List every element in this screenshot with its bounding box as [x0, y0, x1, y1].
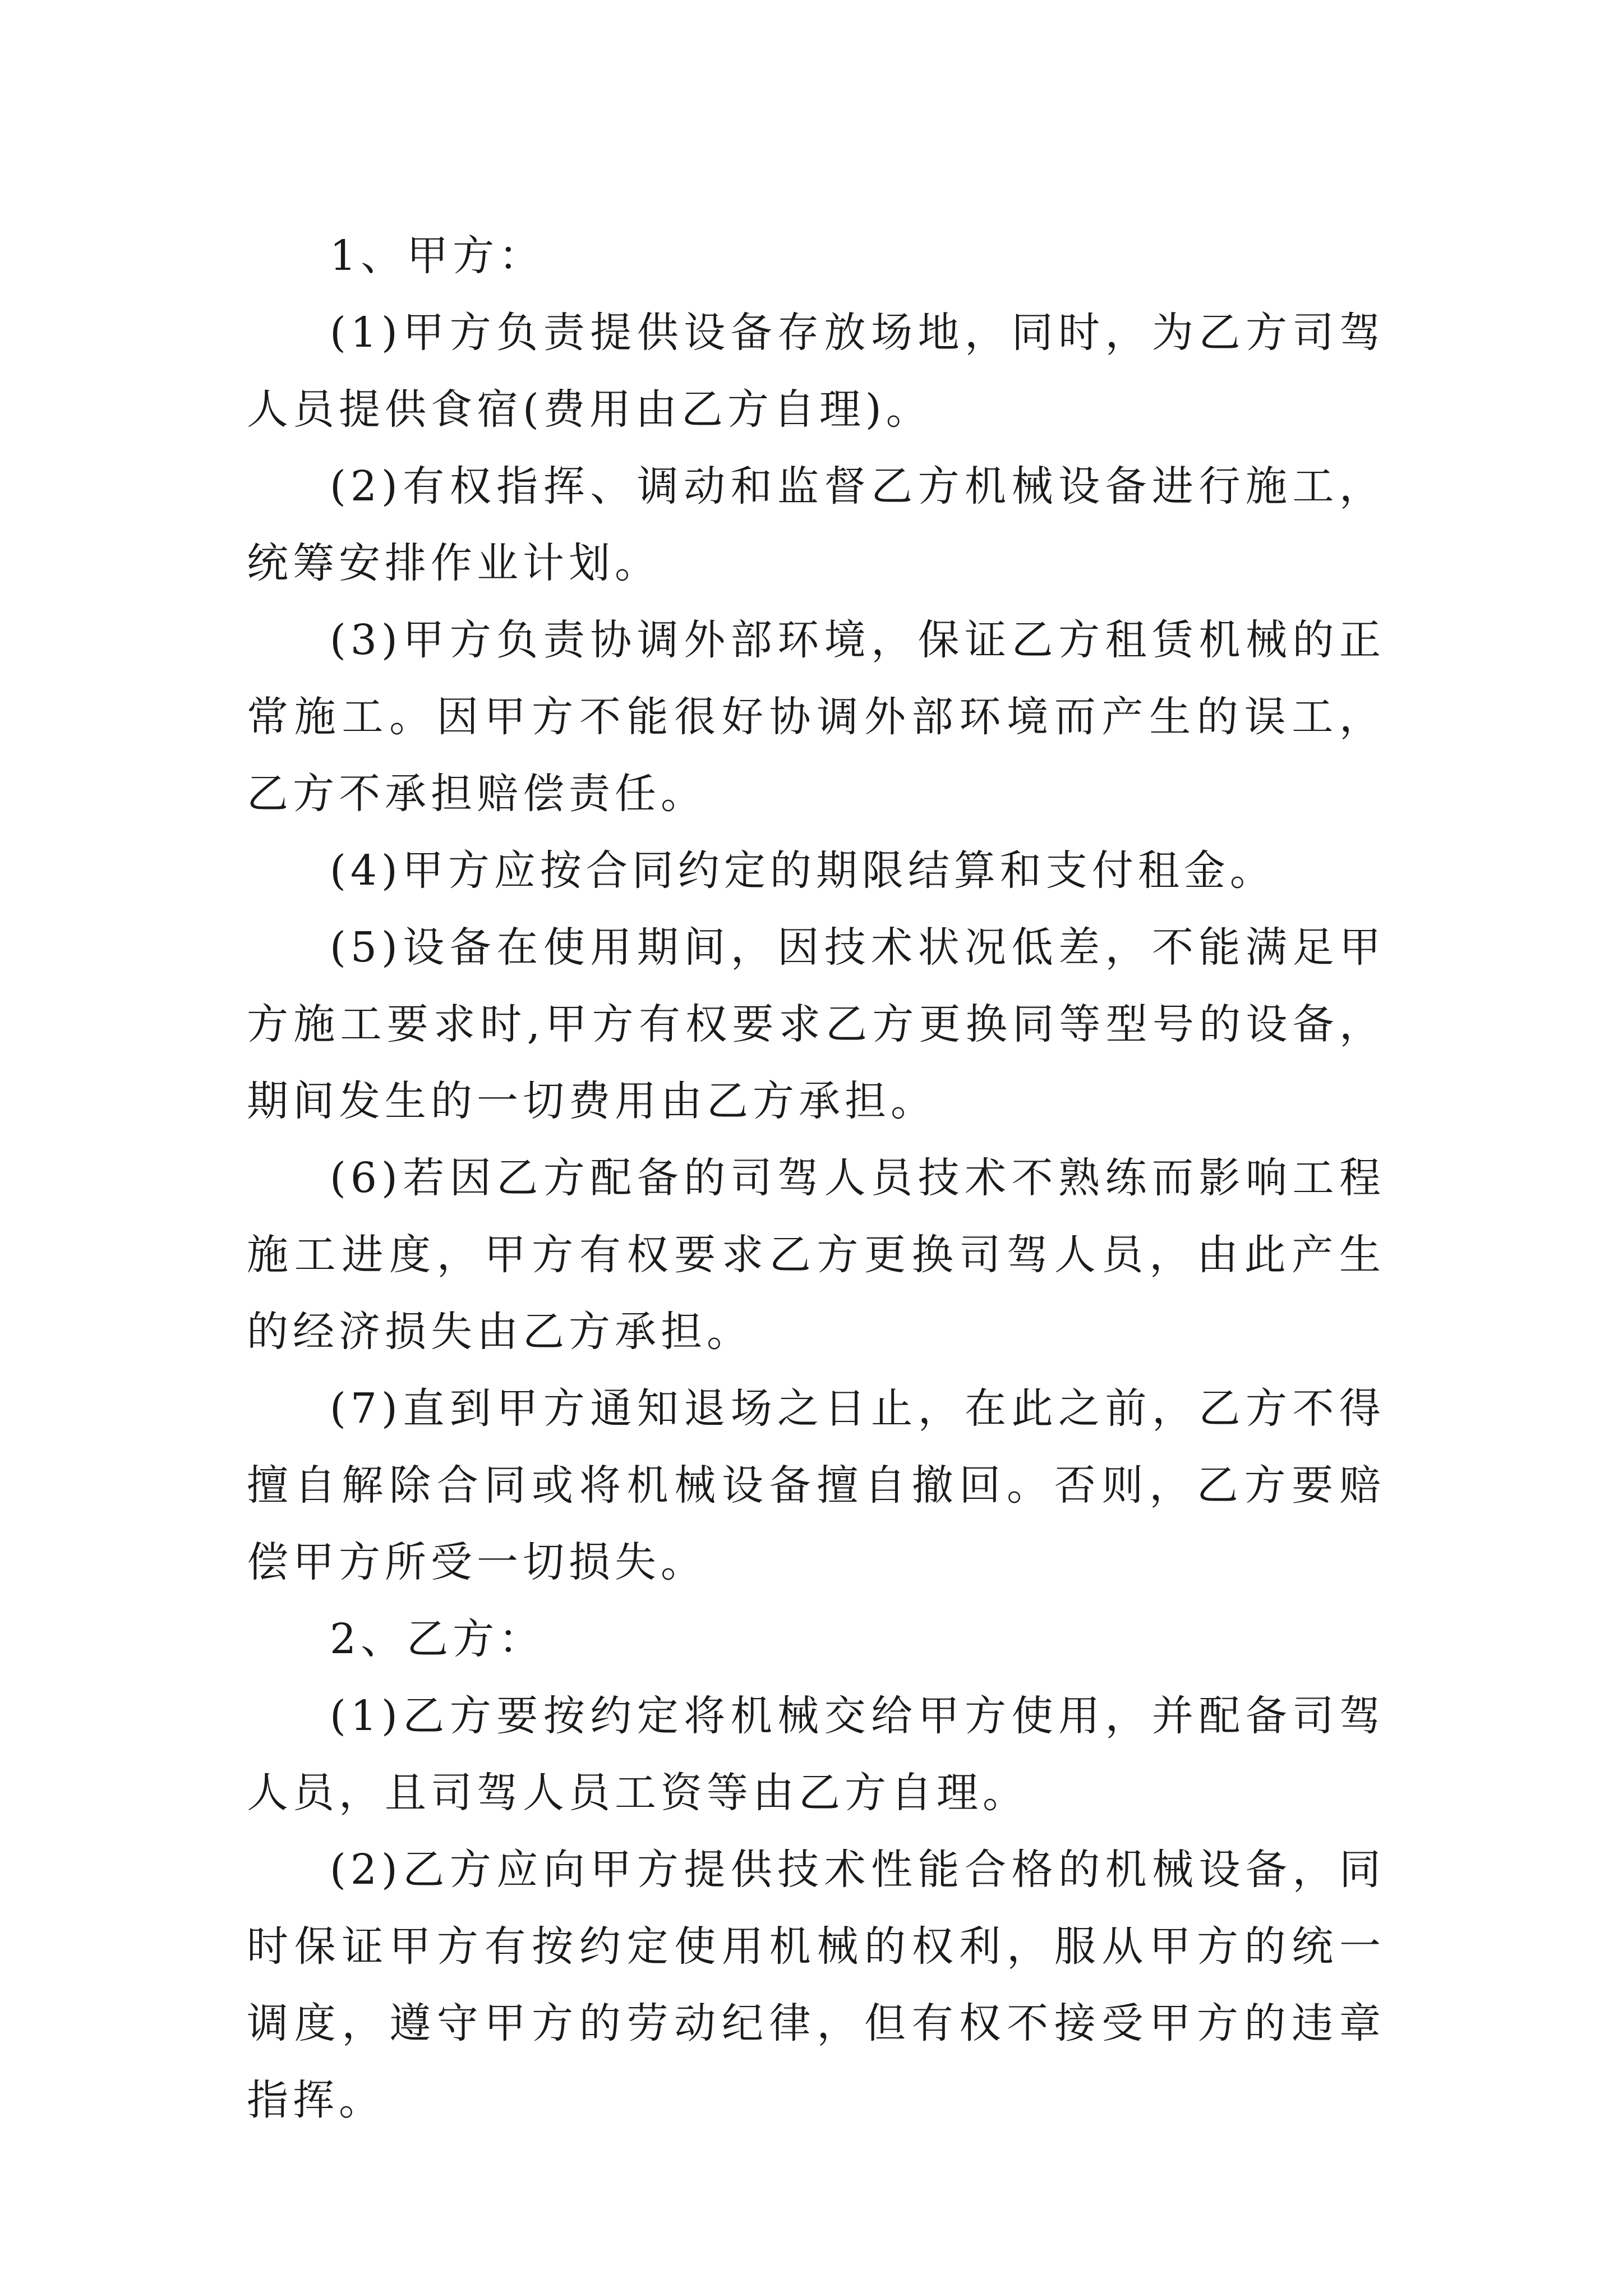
clause-a-4: (4)甲方应按合同约定的期限结算和支付租金。: [330, 846, 1276, 895]
clause-a-7: (7)直到甲方通知退场之日止，在此之前，乙方不得擅自解除合同或将机械设备擅自撤回。否则，乙方要赔偿甲方所受一切损失。: [247, 1384, 1385, 1586]
clause-b-2: (2)乙方应向甲方提供技术性能合格的机械设备，同时保证甲方有按约定使用机械的权利，服从甲方的统一调度，遵守甲方的劳动纪律，但有权不接受甲方的违章指挥。: [247, 1846, 1385, 2124]
clause-a-5: (5)设备在使用期间，因技术状况低差，不能满足甲方施工要求时,甲方有权要求乙方更换同等型号的设备，期间发生的一切费用由乙方承担。: [247, 923, 1385, 1125]
section-heading-party-b: 2、乙方：: [330, 1615, 545, 1663]
clause-a-1: (1)甲方负责提供设备存放场地，同时，为乙方司驾人员提供食宿(费用由乙方自理)。: [247, 309, 1385, 434]
clause-a-2: (2)有权指挥、调动和监督乙方机械设备进行施工，统筹安排作业计划。: [247, 462, 1385, 587]
document-body: [247, 218, 1385, 2139]
clause-b-1: (1)乙方要按约定将机械交给甲方使用，并配备司驾人员，且司驾人员工资等由乙方自理。: [247, 1692, 1385, 1817]
clause-a-3: (3)甲方负责协调外部环境，保证乙方租赁机械的正常施工。因甲方不能很好协调外部环境而产生的误工，乙方不承担赔偿责任。: [247, 616, 1385, 818]
clause-a-6: (6)若因乙方配备的司驾人员技术不熟练而影响工程施工进度，甲方有权要求乙方更换司驾人员，由此产生的经济损失由乙方承担。: [247, 1154, 1385, 1356]
section-heading-party-a: 1、甲方：: [330, 232, 545, 280]
